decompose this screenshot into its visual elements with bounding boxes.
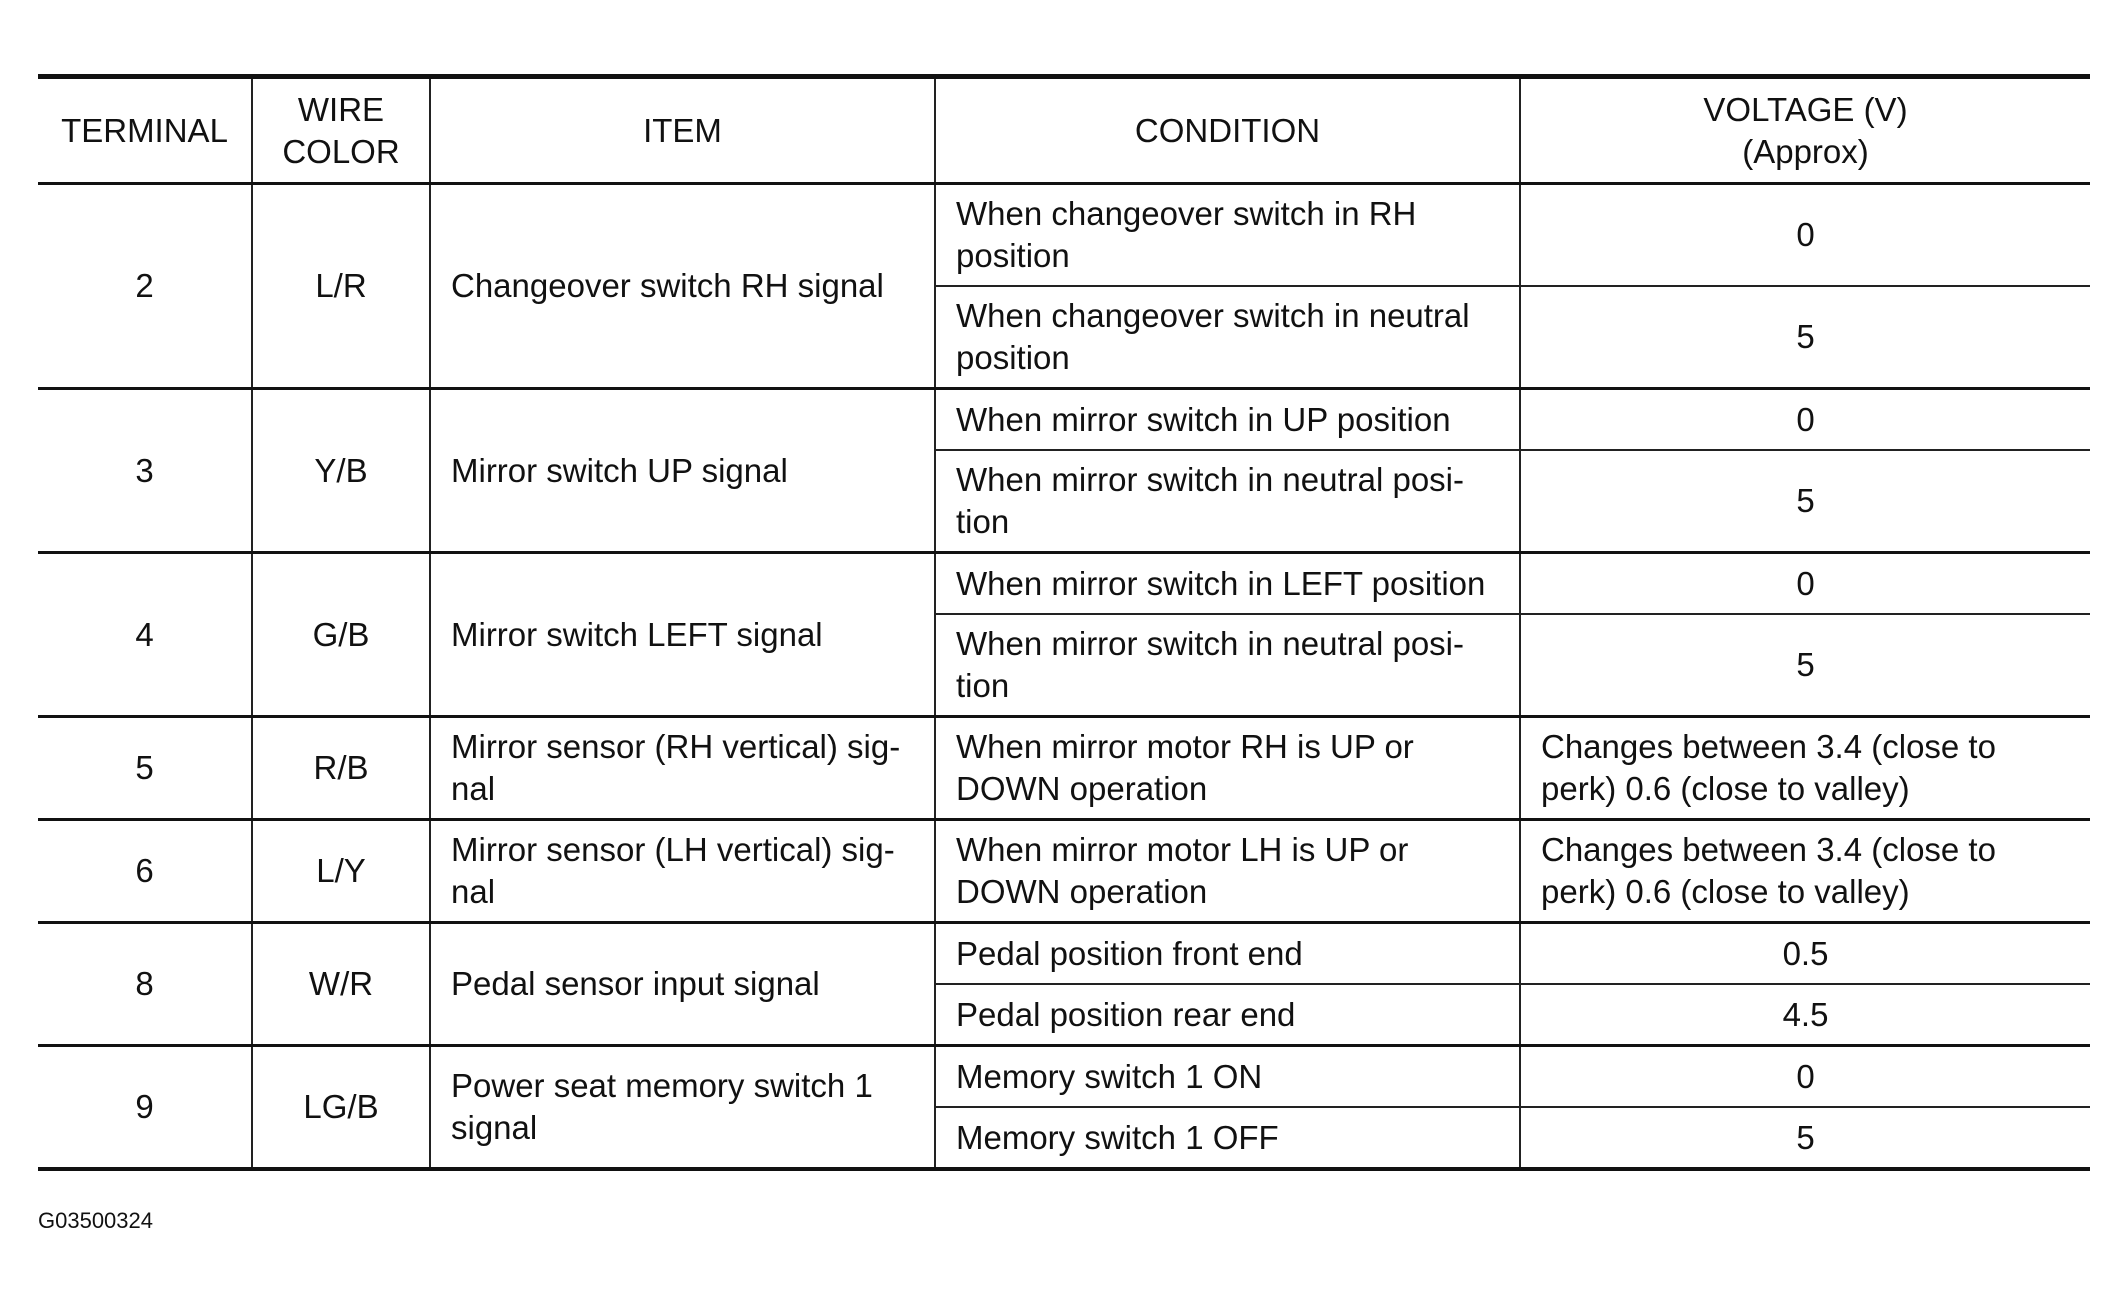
- item-cell: Mirror sensor (LH vertical) sig-nal: [430, 820, 935, 923]
- figure-code: G03500324: [38, 1208, 153, 1233]
- wire-color-cell: L/R: [252, 184, 430, 389]
- item-cell: Mirror sensor (RH vertical) sig-nal: [430, 717, 935, 820]
- header-wire-color: WIRE COLOR: [252, 77, 430, 184]
- header-condition: CONDITION: [935, 77, 1520, 184]
- terminal-cell: 3: [38, 389, 252, 553]
- voltage-cell: 0: [1520, 389, 2090, 451]
- voltage-cell: 0: [1520, 184, 2090, 287]
- condition-cell: When mirror switch in LEFT position: [935, 553, 1520, 615]
- voltage-cell: 5: [1520, 286, 2090, 389]
- voltage-cell: 0: [1520, 1046, 2090, 1108]
- table-row: [38, 1046, 2090, 1108]
- terminal-cell: 4: [38, 553, 252, 717]
- voltage-cell: Changes between 3.4 (close to perk) 0.6 (close to valley): [1520, 820, 2090, 923]
- condition-cell: Memory switch 1 OFF: [935, 1107, 1520, 1169]
- voltage-cell: 5: [1520, 1107, 2090, 1169]
- condition-cell: When changeover switch in neutral position: [935, 286, 1520, 389]
- wire-color-cell: W/R: [252, 923, 430, 1046]
- condition-cell: Pedal position front end: [935, 923, 1520, 985]
- condition-cell: Memory switch 1 ON: [935, 1046, 1520, 1108]
- table-row: [38, 923, 2090, 985]
- item-cell: Mirror switch UP signal: [430, 389, 935, 553]
- header-terminal: TERMINAL: [38, 77, 252, 184]
- condition-cell: When mirror switch in UP position: [935, 389, 1520, 451]
- wire-color-cell: G/B: [252, 553, 430, 717]
- table-row: [38, 717, 2090, 820]
- header-item: ITEM: [430, 77, 935, 184]
- table-row: [38, 553, 2090, 615]
- voltage-cell: 0: [1520, 553, 2090, 615]
- voltage-cell: Changes between 3.4 (close to perk) 0.6 (close to valley): [1520, 717, 2090, 820]
- voltage-cell: 5: [1520, 614, 2090, 717]
- item-cell: Pedal sensor input signal: [430, 923, 935, 1046]
- terminal-cell: 6: [38, 820, 252, 923]
- table-row: [38, 820, 2090, 923]
- header-row: [38, 77, 2090, 184]
- terminal-cell: 8: [38, 923, 252, 1046]
- header-voltage: VOLTAGE (V) (Approx): [1520, 77, 2090, 184]
- terminal-voltage-table: [38, 74, 2090, 1171]
- item-cell: Changeover switch RH signal: [430, 184, 935, 389]
- condition-cell: When mirror switch in neutral posi-tion: [935, 614, 1520, 717]
- table-row: [38, 389, 2090, 451]
- condition-cell: When mirror motor LH is UP or DOWN operation: [935, 820, 1520, 923]
- item-cell: Power seat memory switch 1 signal: [430, 1046, 935, 1170]
- table-row: [38, 184, 2090, 287]
- wire-color-cell: R/B: [252, 717, 430, 820]
- condition-cell: When mirror motor RH is UP or DOWN operation: [935, 717, 1520, 820]
- terminal-cell: 2: [38, 184, 252, 389]
- item-cell: Mirror switch LEFT signal: [430, 553, 935, 717]
- terminal-cell: 5: [38, 717, 252, 820]
- condition-cell: When mirror switch in neutral posi-tion: [935, 450, 1520, 553]
- voltage-cell: 0.5: [1520, 923, 2090, 985]
- wire-color-cell: LG/B: [252, 1046, 430, 1170]
- terminal-cell: 9: [38, 1046, 252, 1170]
- voltage-cell: 5: [1520, 450, 2090, 553]
- terminal-voltage-table-sheet: [38, 74, 2090, 1171]
- wire-color-cell: Y/B: [252, 389, 430, 553]
- condition-cell: Pedal position rear end: [935, 984, 1520, 1046]
- voltage-cell: 4.5: [1520, 984, 2090, 1046]
- condition-cell: When changeover switch in RH position: [935, 184, 1520, 287]
- wire-color-cell: L/Y: [252, 820, 430, 923]
